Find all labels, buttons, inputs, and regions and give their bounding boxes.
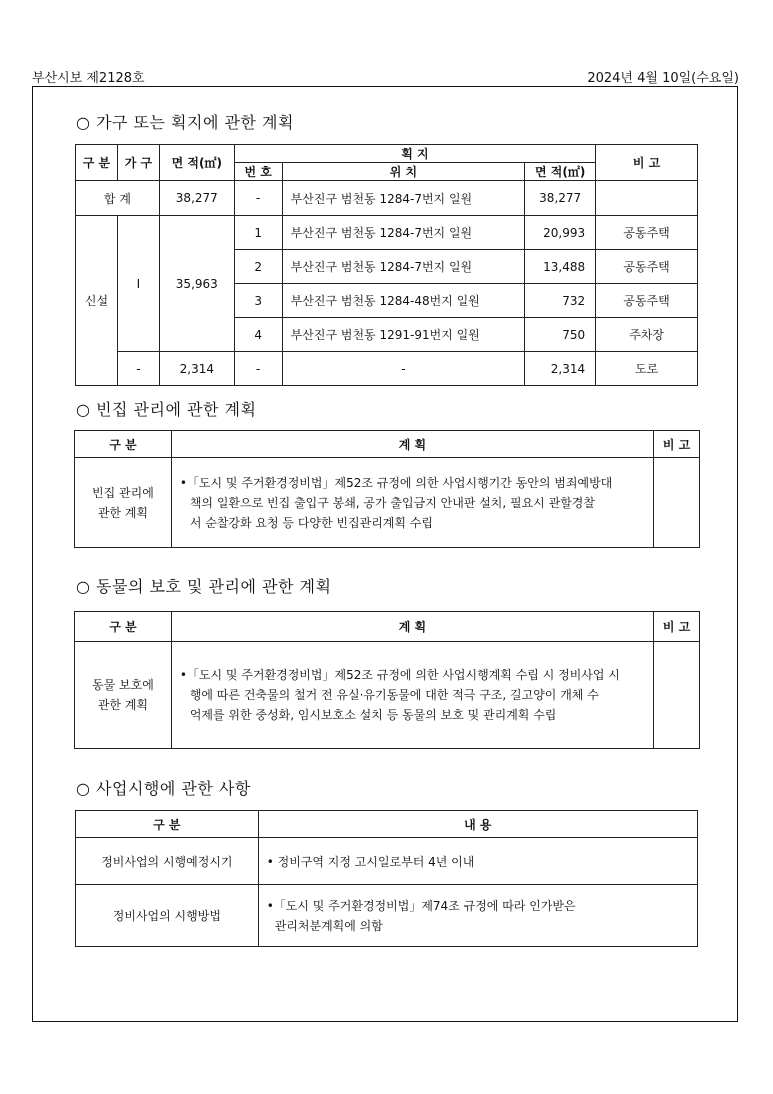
plan-line: 책의 일환으로 빈집 출입구 봉쇄, 공가 출입금지 안내판 설치, 필요시 관할경찰 [189, 495, 595, 510]
table-row [75, 642, 700, 749]
cell: 732 [525, 284, 596, 318]
category-line: 관한 계획 [97, 505, 149, 520]
section-title-project: ○ 사업시행에 관한 사항 [76, 779, 251, 798]
table-row [76, 838, 698, 885]
cell: - [234, 352, 282, 386]
row-content [258, 885, 697, 947]
gagu-area: 35,963 [159, 216, 234, 352]
cell: 2 [234, 250, 282, 284]
cell: 도로 [596, 352, 698, 386]
cell: 4 [234, 318, 282, 352]
col-bigo: 비 고 [654, 612, 700, 642]
category-line: 동물 보호에 [92, 678, 154, 692]
plan-cell [171, 642, 653, 749]
row-content: • 정비구역 지정 고시일로부터 4년 이내 [258, 838, 697, 885]
table-row [76, 181, 698, 216]
category-line: 관한 계획 [97, 698, 149, 712]
cell: 부산진구 범천동 1291-91번지 일원 [282, 318, 525, 352]
col-gubun: 구 분 [76, 145, 118, 181]
cell: 주차장 [596, 318, 698, 352]
table-row [75, 458, 700, 548]
col-gubun: 구 분 [75, 431, 172, 458]
cell [596, 181, 698, 216]
plan-line: •「도시 및 주거환경정비법」제52조 규정에 의한 사업시행기간 동안의 범죄예방대 [179, 475, 613, 490]
section-title-block-plan: ○ 가구 또는 획지에 관한 계획 [76, 113, 294, 132]
category-line: 빈집 관리에 [92, 485, 154, 500]
table-row [76, 216, 698, 250]
col-hoekji: 획 지 [234, 145, 595, 163]
plan-line: 서 순찰강화 요청 등 다양한 빈집관리계획 수립 [189, 515, 433, 530]
col-plan: 계 획 [171, 612, 653, 642]
cell: 1 [234, 216, 282, 250]
cell: 2,314 [525, 352, 596, 386]
content-line: •「도시 및 주거환경정비법」제74조 규정에 따라 인가받은 [266, 898, 576, 913]
col-content: 내 용 [258, 811, 697, 838]
gagu-label: I [117, 216, 159, 352]
col-plan: 계 획 [171, 431, 653, 458]
cell: 3 [234, 284, 282, 318]
cell: 38,277 [159, 181, 234, 216]
note-cell [654, 642, 700, 749]
cell: 부산진구 범천동 1284-48번지 일원 [282, 284, 525, 318]
plan-line: 억제를 위한 중성화, 임시보호소 설치 등 동물의 보호 및 관리계획 수립 [189, 708, 557, 722]
category-cell [75, 458, 172, 548]
plan-line: •「도시 및 주거환경정비법」제52조 규정에 의한 사업시행계획 수립 시 정비사업 시 [179, 668, 620, 682]
cell: 38,277 [525, 181, 596, 216]
cell: 부산진구 범천동 1284-7번지 일원 [282, 250, 525, 284]
row-label: 정비사업의 시행방법 [76, 885, 259, 947]
table-row [76, 352, 698, 386]
note-cell [654, 458, 700, 548]
category-cell [75, 642, 172, 749]
section-title-vacant-house: ○ 빈집 관리에 관한 계획 [76, 400, 257, 419]
col-area2: 면 적(㎡) [525, 163, 596, 181]
cell: - [282, 352, 525, 386]
sinseol-label: 신설 [76, 216, 118, 386]
content-line: 관리처분계획에 의함 [274, 918, 383, 933]
publication-date: 2024년 4월 10일(수요일) [587, 71, 739, 86]
cell: 20,993 [525, 216, 596, 250]
col-bigo: 비 고 [596, 145, 698, 181]
col-bunho: 번 호 [234, 163, 282, 181]
total-label: 합 계 [76, 181, 160, 216]
cell: 부산진구 범천동 1284-7번지 일원 [282, 181, 525, 216]
plan-line: 행에 따른 건축물의 철거 전 유실·유기동물에 대한 적극 구조, 길고양이 개체 수 [189, 688, 599, 702]
col-bigo: 비 고 [654, 431, 700, 458]
cell: 부산진구 범천동 1284-7번지 일원 [282, 216, 525, 250]
vacant-house-table [74, 430, 700, 548]
col-wichi: 위 치 [282, 163, 525, 181]
cell: 2,314 [159, 352, 234, 386]
plan-cell [171, 458, 653, 548]
cell: - [234, 181, 282, 216]
cell: 750 [525, 318, 596, 352]
col-gubun: 구 분 [76, 811, 259, 838]
bulletin-number: 부산시보 제2128호 [32, 71, 145, 86]
section-title-animal: ○ 동물의 보호 및 관리에 관한 계획 [76, 577, 332, 596]
col-area: 면 적(㎡) [159, 145, 234, 181]
animal-protection-table [74, 611, 700, 749]
row-label: 정비사업의 시행예정시기 [76, 838, 259, 885]
cell: 공동주택 [596, 250, 698, 284]
cell: - [117, 352, 159, 386]
cell: 공동주택 [596, 216, 698, 250]
col-gagu: 가 구 [117, 145, 159, 181]
cell: 공동주택 [596, 284, 698, 318]
table-row [76, 885, 698, 947]
project-table [75, 810, 698, 947]
col-gubun: 구 분 [75, 612, 172, 642]
block-plan-table [75, 144, 698, 386]
cell: 13,488 [525, 250, 596, 284]
